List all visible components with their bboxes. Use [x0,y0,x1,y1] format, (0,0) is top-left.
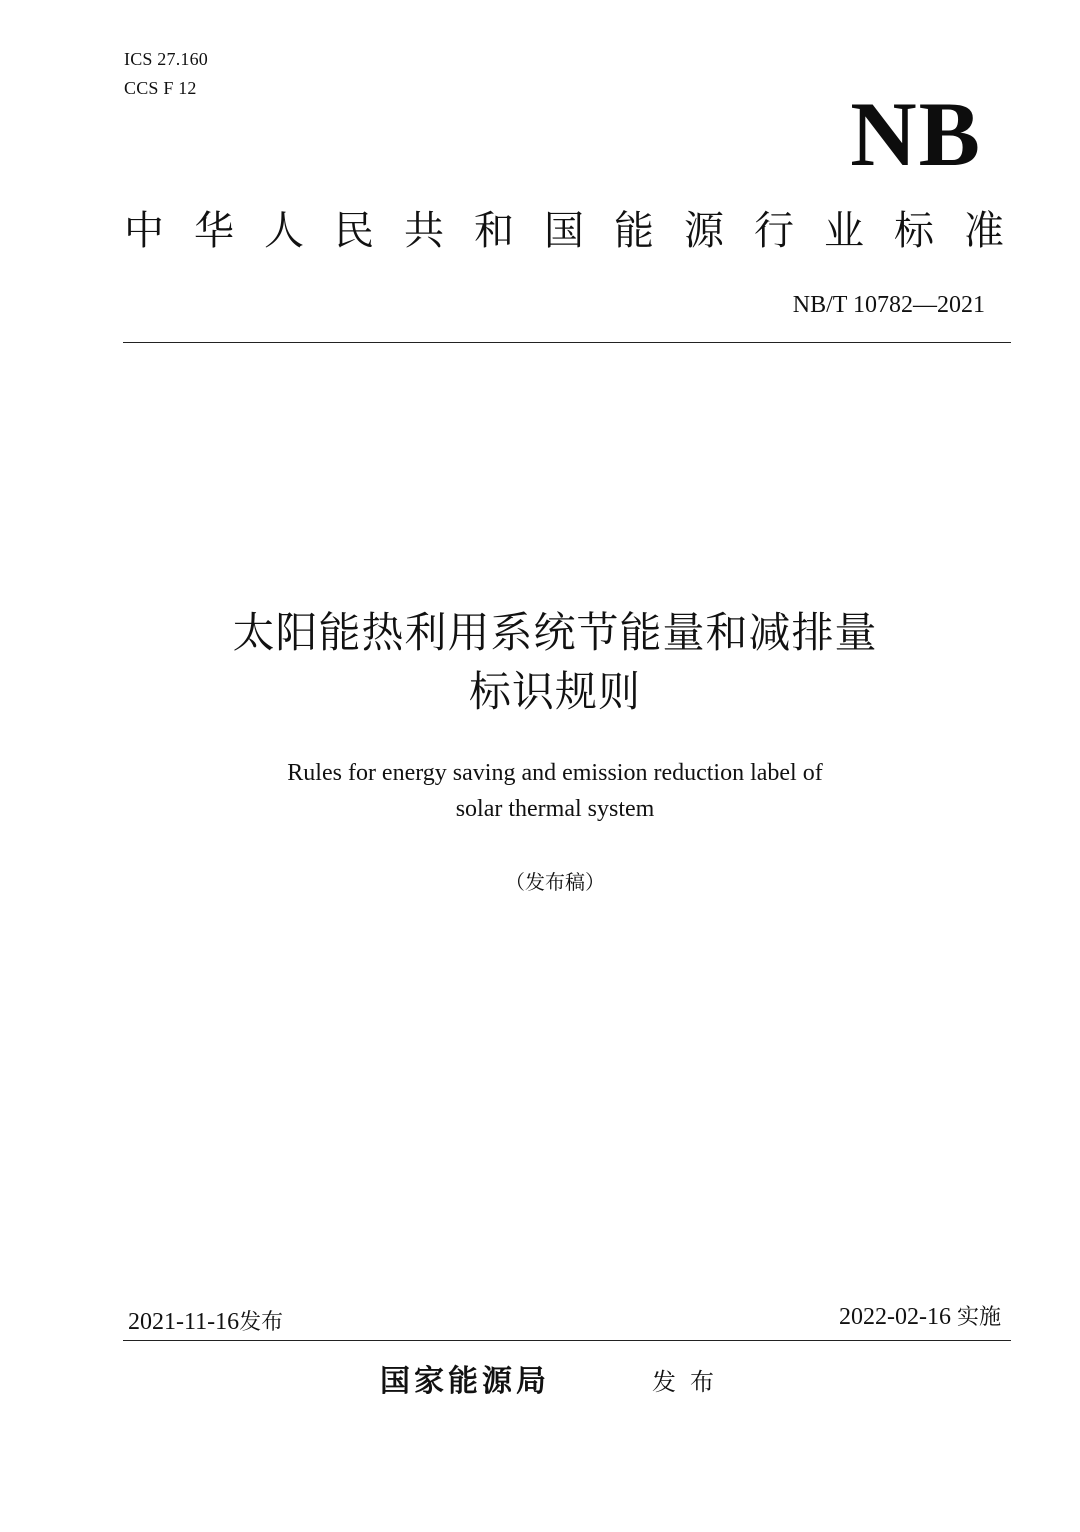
implementation-date-value: 2022-02-16 [839,1304,951,1330]
top-divider [123,342,1011,343]
issue-date [128,1306,283,1339]
publisher-name: 国家能源局 [380,1364,550,1399]
ccs-code: CCS F 12 [124,78,197,98]
title-en-line-1: Rules for energy saving and emission reduction label of [287,760,823,786]
nb-logo: NB [850,83,982,185]
title-en-line-2: solar thermal system [455,796,655,822]
publisher-action: 发布 [652,1368,728,1396]
title-cn-line-1: 太阳能热利用系统节能量和减排量 [232,608,878,657]
implementation-date [839,1301,1001,1334]
issue-date-word: 发布 [239,1310,284,1335]
implementation-date-word: 实施 [956,1305,1001,1330]
standard-number: NB/T 10782—2021 [792,292,985,318]
bottom-divider [123,1340,1011,1341]
standard-category: 中华人民共和国能源行业标准 [124,208,1034,254]
issue-date-value: 2021-11-16 [128,1309,240,1335]
ics-code: ICS 27.160 [124,49,209,69]
draft-label: （发布稿） [505,870,605,894]
title-cn-line-2: 标识规则 [468,667,641,716]
